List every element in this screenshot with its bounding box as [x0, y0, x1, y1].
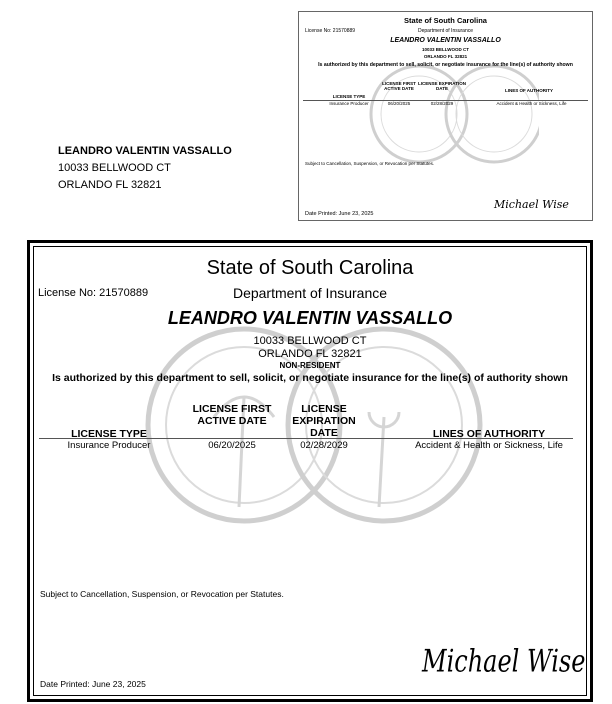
row-first-active: 06/20/2025: [208, 440, 256, 451]
header-first-active: LICENSE FIRST ACTIVE DATE: [192, 403, 272, 427]
card-state: State of South Carolina: [404, 16, 487, 25]
subject-statement: Subject to Cancellation, Suspension, or Revocation per Statutes.: [40, 589, 284, 599]
card-subject: Subject to Cancellation, Suspension, or Revocation per Statutes.: [305, 161, 435, 166]
table-divider: [39, 438, 573, 439]
card-row-type: Insurance Producer: [329, 101, 369, 106]
license-wallet-card: [298, 11, 593, 221]
mailing-address: [58, 143, 232, 194]
card-signature: Michael Wise: [494, 198, 569, 211]
department: Department of Insurance: [232, 285, 388, 301]
residency-status: NON-RESIDENT: [279, 361, 341, 370]
state-seal-icon: [369, 54, 539, 174]
card-row-lines: Accident & Health or Sickness, Life: [496, 101, 567, 106]
date-printed: Date Printed: June 23, 2025: [40, 679, 146, 689]
authorization-statement: Is authorized by this department to sell, solicit, or negotiate insurance for the line(s) of authority shown: [52, 372, 568, 384]
license-certificate: [27, 240, 593, 702]
card-city: ORLANDO FL 32821: [423, 54, 468, 59]
card-street: 10033 BELLWOOD CT: [421, 47, 469, 52]
card-header-lines: LINES OF AUTHORITY: [504, 88, 554, 93]
mailing-name: LEANDRO VALENTIN VASSALLO: [58, 145, 232, 157]
card-row-first-active: 06/20/2025: [387, 101, 411, 106]
license-number: License No: 21570889: [38, 287, 149, 299]
card-row-expiration: 02/28/2029: [430, 101, 454, 106]
card-header-first-active: LICENSE FIRST ACTIVE DATE: [382, 81, 416, 91]
header-lines-of-authority: LINES OF AUTHORITY: [432, 428, 546, 440]
row-lines-of-authority: Accident & Health or Sickness, Life: [415, 440, 563, 451]
card-department: Department of Insurance: [417, 28, 474, 34]
card-header-expiration: LICENSE EXPIRATION DATE: [418, 81, 466, 91]
card-name: LEANDRO VALENTIN VASSALLO: [390, 37, 501, 44]
licensee-street: 10033 BELLWOOD CT: [253, 335, 367, 347]
card-date-printed: Date Printed: June 23, 2025: [305, 211, 374, 217]
signature-image: Michael Wise: [422, 642, 586, 680]
card-license-no: License No: 21570889: [305, 28, 356, 34]
header-expiration: LICENSE EXPIRATION DATE: [292, 403, 356, 439]
row-license-type: Insurance Producer: [67, 440, 151, 451]
mailing-city: ORLANDO FL 32821: [58, 179, 162, 191]
card-authorization: Is authorized by this department to sell, solicit, or negotiate insurance for the line(s) of authority shown: [318, 62, 573, 68]
mailing-street: 10033 BELLWOOD CT: [58, 162, 171, 174]
licensee-city: ORLANDO FL 32821: [258, 348, 362, 360]
header-license-type: LICENSE TYPE: [71, 428, 147, 440]
card-header-type: LICENSE TYPE: [332, 94, 366, 99]
licensee-name: LEANDRO VALENTIN VASSALLO: [167, 308, 453, 328]
state-title: State of South Carolina: [206, 257, 414, 279]
row-expiration: 02/28/2029: [300, 440, 348, 451]
